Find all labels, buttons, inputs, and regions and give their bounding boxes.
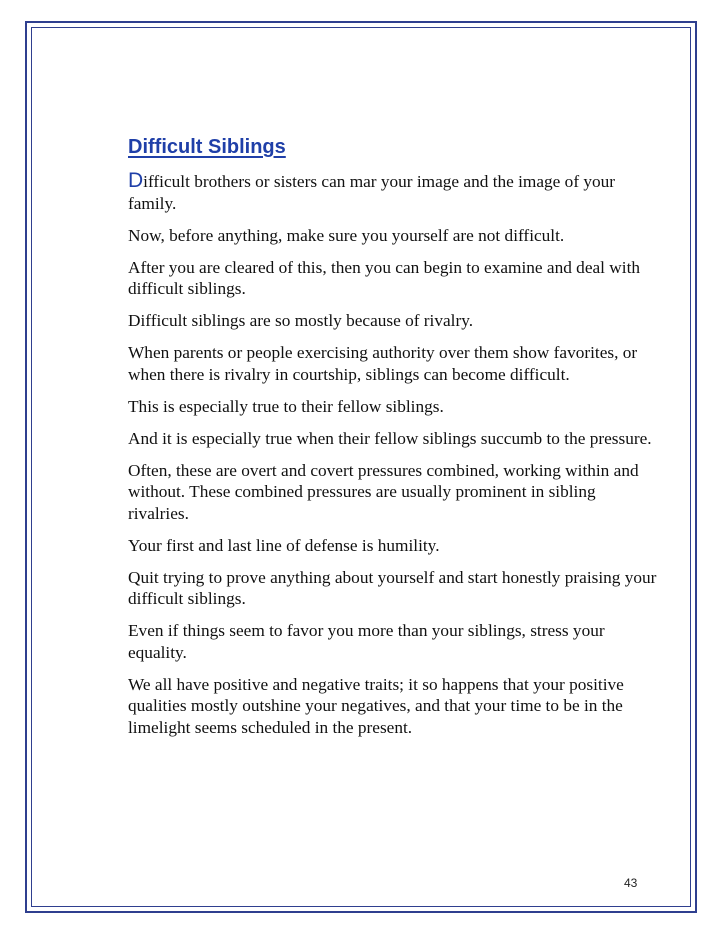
paragraph-1 xyxy=(128,170,658,214)
drop-cap-initial: D xyxy=(128,169,144,192)
paragraph-12: We all have positive and negative traits; it so happens that your positive qualities mostly outshine your negatives, and that your time to be in the limelight seems scheduled in the present. xyxy=(128,674,624,737)
paragraph-10: Quit trying to prove anything about yourself and start honestly praising your difficult siblings. xyxy=(128,567,657,608)
paragraph-4: Difficult siblings are so mostly because of rivalry. xyxy=(128,311,474,330)
paragraph-3: After you are cleared of this, then you can begin to examine and deal with difficult siblings. xyxy=(128,257,641,298)
paragraph-11: Even if things seem to favor you more than your siblings, stress your equality. xyxy=(128,621,605,662)
page-content xyxy=(128,133,658,749)
section-heading: Difficult Siblings xyxy=(128,136,286,158)
paragraph-5: When parents or people exercising authority over them show favorites, or when there is rivalry in courtship, siblings can become difficult. xyxy=(128,343,638,384)
page-number: 43 xyxy=(624,876,638,890)
paragraph-1-text: ifficult brothers or sisters can mar your image and the image of your family. xyxy=(128,172,616,213)
paragraph-7: And it is especially true when their fellow siblings succumb to the pressure. xyxy=(128,428,652,448)
paragraph-8: Often, these are overt and covert pressures combined, working within and without. These combined pressures are usually prominent in sibling rivalries. xyxy=(128,460,639,523)
paragraph-6: This is especially true to their fellow siblings. xyxy=(128,396,444,416)
paragraph-9: Your first and last line of defense is humility. xyxy=(128,535,440,555)
paragraph-2: Now, before anything, make sure you yourself are not difficult. xyxy=(128,225,565,245)
